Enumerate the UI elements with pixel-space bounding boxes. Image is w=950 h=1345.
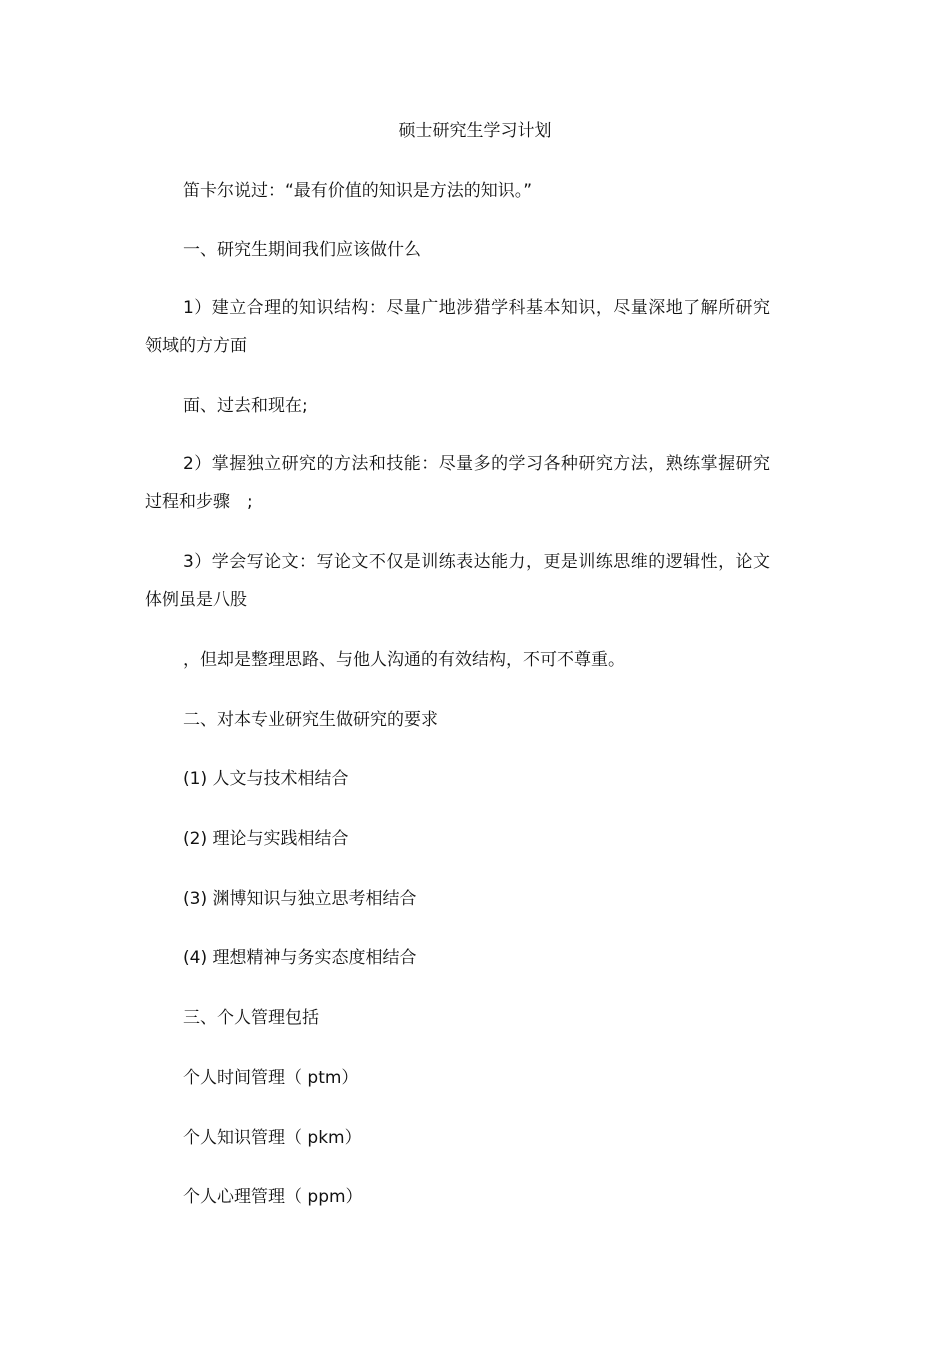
list-item-1-continuation: 面、过去和现在; xyxy=(183,396,308,416)
list-item-3: 3）学会写论文：写论文不仅是训练表达能力，更是训练思维的逻辑性，论文体例虽是八股 xyxy=(145,552,770,610)
section-heading-3: 三、个人管理包括 xyxy=(183,1008,319,1028)
requirement-item-4: (4) 理想精神与务实态度相结合 xyxy=(183,948,417,968)
list-item-1: 1）建立合理的知识结构：尽量广地涉猎学科基本知识，尽量深地了解所研究领域的方方面 xyxy=(145,298,770,356)
document-title: 硕士研究生学习计划 xyxy=(398,121,552,141)
requirement-item-2: (2) 理论与实践相结合 xyxy=(183,829,349,849)
list-item-3-continuation: ，但却是整理思路、与他人沟通的有效结构，不可不尊重。 xyxy=(183,650,625,670)
management-item-1: 个人时间管理（ ptm） xyxy=(183,1068,359,1088)
requirement-item-3: (3) 渊博知识与独立思考相结合 xyxy=(183,889,417,909)
section-heading-1: 一、研究生期间我们应该做什么 xyxy=(183,240,421,260)
quote-line: 笛卡尔说过：“最有价值的知识是方法的知识。” xyxy=(183,181,533,201)
section-heading-2: 二、对本专业研究生做研究的要求 xyxy=(183,710,438,730)
management-item-3: 个人心理管理（ ppm） xyxy=(183,1187,363,1207)
management-item-2: 个人知识管理（ pkm） xyxy=(183,1128,362,1148)
requirement-item-1: (1) 人文与技术相结合 xyxy=(183,769,349,789)
list-item-2: 2）掌握独立研究的方法和技能：尽量多的学习各种研究方法，熟练掌握研究过程和步骤 ; xyxy=(145,454,770,512)
